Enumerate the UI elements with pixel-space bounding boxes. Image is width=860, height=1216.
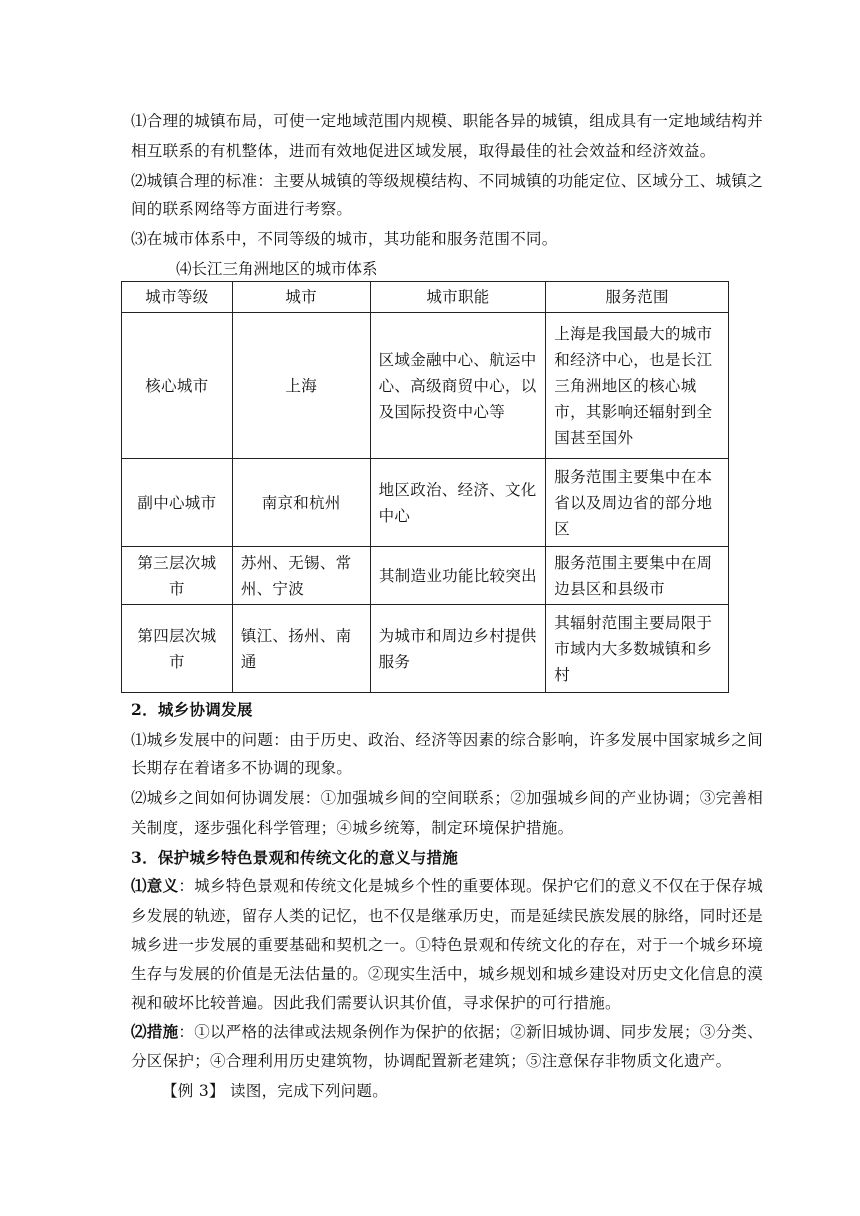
paragraph-meaning-line4: 生存与发展的价值是无法估量的。②现实生活中，城乡规划和城乡建设对历史文化信息的漠 bbox=[131, 965, 764, 983]
cell-level: 副中心城市 bbox=[122, 459, 233, 547]
example-question bbox=[162, 1081, 388, 1101]
paragraph-problems-line2: 长期存在着诸多不协调的现象。 bbox=[131, 759, 353, 777]
header-level: 城市等级 bbox=[122, 282, 233, 313]
cell-city: 南京和杭州 bbox=[232, 459, 370, 547]
table-row bbox=[122, 459, 729, 547]
table-caption: ⑷长江三角洲地区的城市体系 bbox=[176, 260, 378, 278]
section-heading-urban-rural: 2．城乡协调发展 bbox=[131, 700, 253, 719]
cell-scope: 上海是我国最大的城市和经济中心，也是长江三角洲地区的核心城市，其影响还辐射到全国甚至国外 bbox=[546, 313, 729, 459]
cell-level: 第三层次城市 bbox=[122, 547, 233, 605]
paragraph-measures-line1 bbox=[131, 1022, 763, 1042]
example-label: 【例 3】 bbox=[162, 1082, 225, 1100]
cell-city: 上海 bbox=[232, 313, 370, 459]
paragraph-layout-line1: ⑴合理的城镇布局，可使一定地域范围内规模、职能各异的城镇，组成具有一定地域结构并 bbox=[131, 112, 764, 130]
cell-level: 核心城市 bbox=[122, 313, 233, 459]
paragraph-standard-line2: 间的联系网络等方面进行考察。 bbox=[131, 200, 353, 218]
paragraph-coordination-line2: 关制度，逐步强化科学管理；④城乡统筹，制定环境保护措施。 bbox=[131, 819, 574, 837]
table-row bbox=[122, 547, 729, 605]
cell-city: 镇江、扬州、南通 bbox=[232, 605, 370, 693]
cell-city: 苏州、无锡、常州、宁波 bbox=[232, 547, 370, 605]
paragraph-meaning-line5: 视和破坏比较普遍。因此我们需要认识其价值，寻求保护的可行措施。 bbox=[131, 994, 621, 1012]
paragraph-meaning-line3: 城乡进一步发展的重要基础和契机之一。①特色景观和传统文化的存在，对于一个城乡环境 bbox=[131, 936, 764, 954]
table-header-row bbox=[122, 282, 729, 313]
paragraph-measures-line2: 分区保护；④合理利用历史建筑物，协调配置新老建筑；⑤注意保存非物质文化遗产。 bbox=[131, 1052, 732, 1070]
cell-level: 第四层次城市 bbox=[122, 605, 233, 693]
measures-label: ⑵措施 bbox=[131, 1022, 179, 1041]
cell-function: 其制造业功能比较突出 bbox=[370, 547, 546, 605]
table-row bbox=[122, 605, 729, 693]
paragraph-coordination-line1: ⑵城乡之间如何协调发展：①加强城乡间的空间联系；②加强城乡间的产业协调；③完善相 bbox=[131, 789, 764, 807]
paragraph-layout-line2: 相互联系的有机整体，进而有效地促进区域发展，取得最佳的社会效益和经济效益。 bbox=[131, 142, 716, 160]
paragraph-meaning-line2: 乡发展的轨迹，留存人类的记忆，也不仅是继承历史，而是延续民族发展的脉络，同时还是 bbox=[131, 907, 764, 925]
cell-scope: 服务范围主要集中在周边县区和县级市 bbox=[546, 547, 729, 605]
meaning-text: ：城乡特色景观和传统文化是城乡个性的重要体现。保护它们的意义不仅在于保存城 bbox=[178, 877, 764, 895]
header-scope: 服务范围 bbox=[546, 282, 729, 313]
paragraph-meaning-line1 bbox=[131, 876, 763, 896]
cell-scope: 服务范围主要集中在本省以及周边省的部分地区 bbox=[546, 459, 729, 547]
paragraph-standard-line1: ⑵城镇合理的标准：主要从城镇的等级规模结构、不同城镇的功能定位、区域分工、城镇之 bbox=[131, 172, 764, 190]
cell-function: 为城市和周边乡村提供服务 bbox=[370, 605, 546, 693]
measures-text: ：①以严格的法律或法规条例作为保护的依据；②新旧城协调、同步发展；③分类、 bbox=[178, 1023, 764, 1041]
meaning-label: ⑴意义 bbox=[131, 876, 179, 895]
section-heading-protection: 3．保护城乡特色景观和传统文化的意义与措施 bbox=[131, 848, 459, 867]
cell-function: 地区政治、经济、文化中心 bbox=[370, 459, 546, 547]
header-function: 城市职能 bbox=[370, 282, 546, 313]
paragraph-problems-line1: ⑴城乡发展中的问题：由于历史、政治、经济等因素的综合影响，许多发展中国家城乡之间 bbox=[131, 731, 764, 749]
cell-function: 区域金融中心、航运中心、高级商贸中心，以及国际投资中心等 bbox=[370, 313, 546, 459]
cell-scope: 其辐射范围主要局限于市域内大多数城镇和乡村 bbox=[546, 605, 729, 693]
example-text: 读图，完成下列问题。 bbox=[224, 1082, 389, 1100]
header-city: 城市 bbox=[232, 282, 370, 313]
paragraph-city-system: ⑶在城市体系中，不同等级的城市，其功能和服务范围不同。 bbox=[131, 230, 558, 248]
city-system-table bbox=[121, 281, 729, 693]
table-row bbox=[122, 313, 729, 459]
